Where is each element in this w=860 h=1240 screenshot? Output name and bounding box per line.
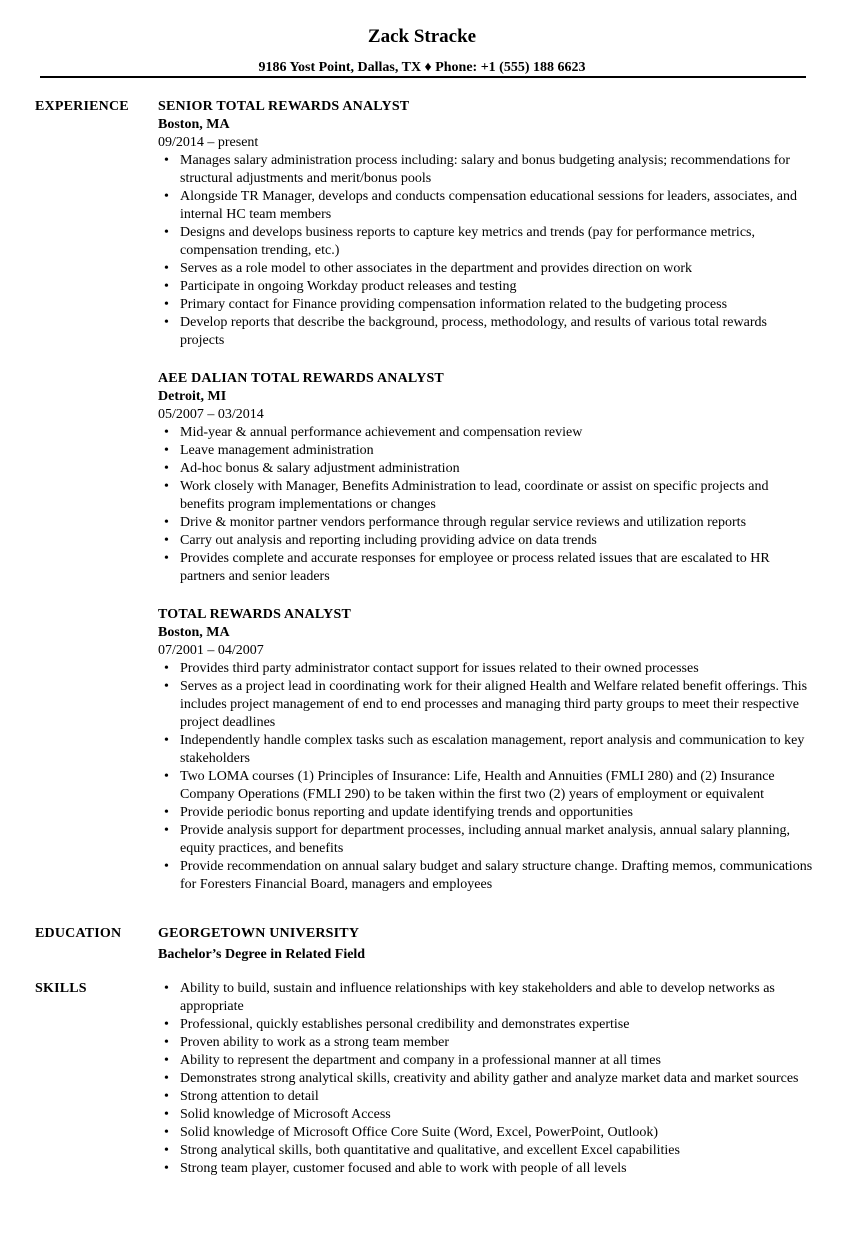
school-name: GEORGETOWN UNIVERSITY xyxy=(158,926,360,941)
bullet-item: • Provide analysis support for department processes, including annual market analysis, annual salary planning, equity practices, and benefits xyxy=(158,822,813,858)
bullet-item: • Provides third party administrator contact support for issues related to their owned processes xyxy=(158,660,813,678)
bullet-item: • Alongside TR Manager, develops and conducts compensation educational sessions for leaders, associates, and internal HC team members xyxy=(158,188,813,224)
bullet-item: • Serves as a role model to other associates in the department and provides direction on work xyxy=(158,260,813,278)
skill-item: • Proven ability to work as a strong team member xyxy=(158,1034,813,1052)
job-dates: 09/2014 – present xyxy=(158,135,259,150)
education-entry xyxy=(158,925,813,964)
bullet-item: • Participate in ongoing Workday product releases and testing xyxy=(158,278,813,296)
job-location: Detroit, MI xyxy=(158,389,227,404)
bullet-item: • Ad-hoc bonus & salary adjustment administration xyxy=(158,460,813,478)
bullet-item: • Mid-year & annual performance achievement and compensation review xyxy=(158,424,813,442)
bullet-item: • Drive & monitor partner vendors performance through regular service reviews and utilization reports xyxy=(158,514,813,532)
experience-list xyxy=(158,98,813,914)
bullet-item: • Two LOMA courses (1) Principles of Insurance: Life, Health and Annuities (FMLI 280) and (2) Insurance Company Operations (FMLI 290) to be taken within the first two (2) years of employment or equivalent xyxy=(158,768,813,804)
job-entry xyxy=(158,606,813,894)
bullet-item: • Manages salary administration process including: salary and bonus budgeting analysis; recommendations for structural adjustments and merit/bonus pools xyxy=(158,152,813,188)
job-title: TOTAL REWARDS ANALYST xyxy=(158,607,352,622)
job-title: SENIOR TOTAL REWARDS ANALYST xyxy=(158,99,410,114)
candidate-name: Zack Stracke xyxy=(367,26,477,47)
section-label-education: EDUCATION xyxy=(35,926,122,941)
job-bullets xyxy=(158,424,813,586)
job-location: Boston, MA xyxy=(158,625,230,640)
bullet-item: • Independently handle complex tasks such as escalation management, report analysis and communication to key stakeholders xyxy=(158,732,813,768)
skill-item: • Strong team player, customer focused and able to work with people of all levels xyxy=(158,1160,813,1178)
job-bullets xyxy=(158,660,813,894)
job-dates: 07/2001 – 04/2007 xyxy=(158,643,264,658)
bullet-item: • Primary contact for Finance providing compensation information related to the budgeting process xyxy=(158,296,813,314)
skill-item: • Solid knowledge of Microsoft Access xyxy=(158,1106,813,1124)
bullet-item: • Provide periodic bonus reporting and update identifying trends and opportunities xyxy=(158,804,813,822)
skill-item: • Professional, quickly establishes personal credibility and demonstrates expertise xyxy=(158,1016,813,1034)
bullet-item: • Leave management administration xyxy=(158,442,813,460)
skill-item: • Strong analytical skills, both quantitative and qualitative, and excellent Excel capabilities xyxy=(158,1142,813,1160)
resume-header xyxy=(0,24,844,78)
skills-bullets xyxy=(158,980,813,1178)
degree-name: Bachelor’s Degree in Related Field xyxy=(158,947,366,962)
bullet-item: • Develop reports that describe the background, process, methodology, and results of various total rewards projects xyxy=(158,314,813,350)
skill-item: • Demonstrates strong analytical skills, creativity and ability gather and analyze market data and market sources xyxy=(158,1070,813,1088)
bullet-item: • Serves as a project lead in coordinating work for their aligned Health and Welfare related benefit offerings. This includes project management of end to end processes and managing third party groups to meet their respective project deadlines xyxy=(158,678,813,732)
section-label-skills: SKILLS xyxy=(35,981,87,996)
skills-list xyxy=(158,980,813,1178)
job-title: AEE DALIAN TOTAL REWARDS ANALYST xyxy=(158,371,444,386)
job-entry xyxy=(158,370,813,586)
skill-item: • Strong attention to detail xyxy=(158,1088,813,1106)
contact-line: 9186 Yost Point, Dallas, TX ♦ Phone: +1 (555) 188 6623 xyxy=(258,60,586,75)
job-location: Boston, MA xyxy=(158,117,230,132)
bullet-item: • Provides complete and accurate responses for employee or process related issues that are escalated to HR partners and senior leaders xyxy=(158,550,813,586)
bullet-item: • Carry out analysis and reporting including providing advice on data trends xyxy=(158,532,813,550)
job-entry xyxy=(158,98,813,350)
skill-item: • Ability to build, sustain and influence relationships with key stakeholders and able to develop networks as appropriate xyxy=(158,980,813,1016)
section-label-experience: EXPERIENCE xyxy=(35,99,129,114)
header-divider xyxy=(40,76,806,78)
skill-item: • Ability to represent the department and company in a professional manner at all times xyxy=(158,1052,813,1070)
skill-item: • Solid knowledge of Microsoft Office Core Suite (Word, Excel, PowerPoint, Outlook) xyxy=(158,1124,813,1142)
bullet-item: • Designs and develops business reports to capture key metrics and trends (pay for performance metrics, compensation trending, etc.) xyxy=(158,224,813,260)
bullet-item: • Provide recommendation on annual salary budget and salary structure change. Drafting memos, communications for Foresters Financial Board, managers and employees xyxy=(158,858,813,894)
job-dates: 05/2007 – 03/2014 xyxy=(158,407,264,422)
bullet-item: • Work closely with Manager, Benefits Administration to lead, coordinate or assist on specific projects and benefits program implementations or changes xyxy=(158,478,813,514)
job-bullets xyxy=(158,152,813,350)
